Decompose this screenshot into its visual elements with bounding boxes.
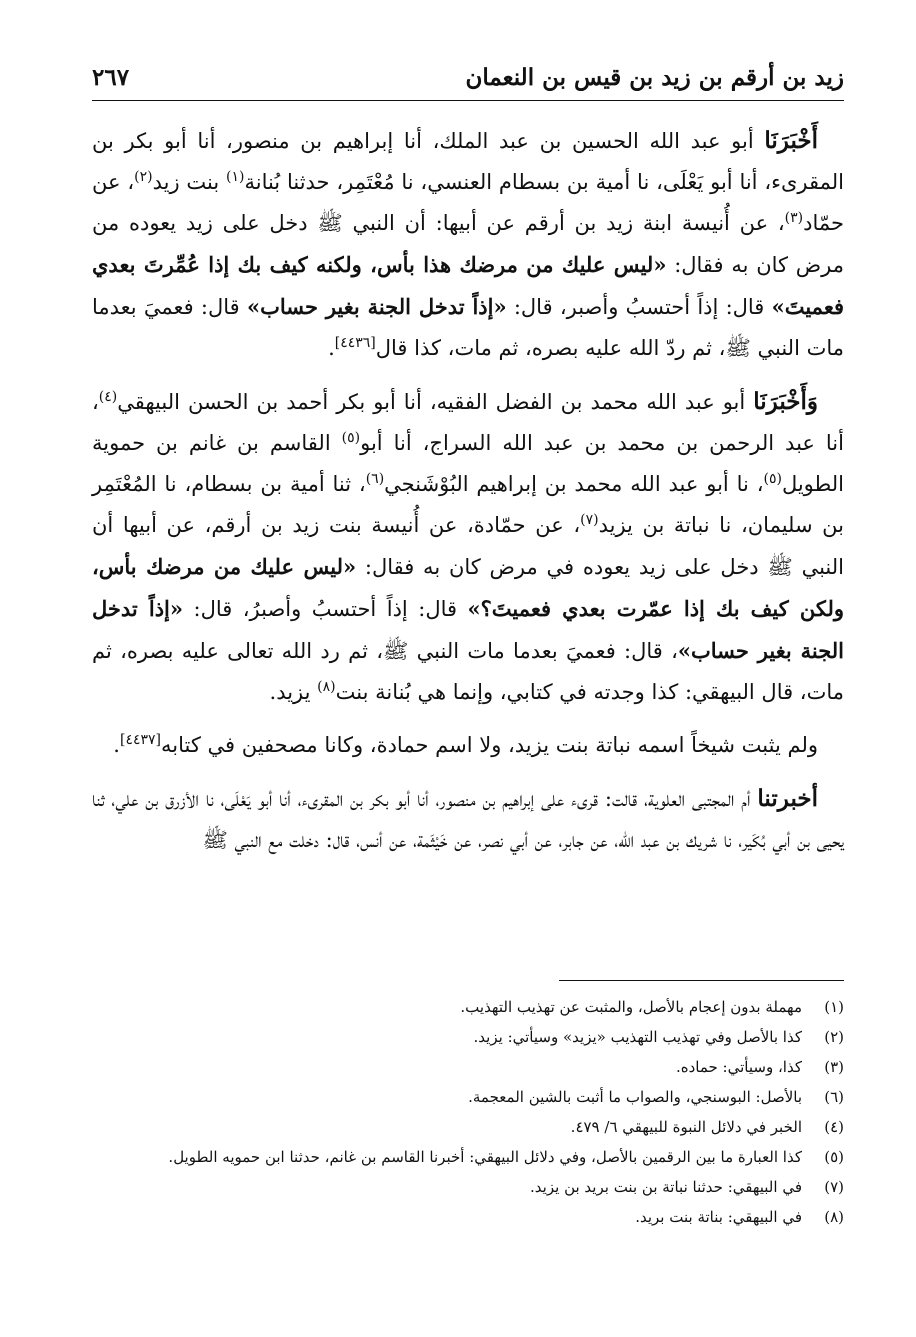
- footnote: [92, 1172, 844, 1202]
- footnote-ref: (٤): [98, 389, 118, 405]
- text-segment: يزيد.: [269, 680, 318, 704]
- footnote-text: مهملة بدون إعجام بالأصل، والمثبت عن تهذيب التهذيب.: [460, 998, 802, 1016]
- footnote-ref: (٦): [365, 471, 385, 487]
- hadith-quote: «إذاً تدخل الجنة بغير حساب»: [92, 596, 844, 663]
- hadith-quote: «ليس عليك من مرضك هذا بأس، ولكنه كيف بك إذا عُمِّرتَ بعدي فعميتَ»: [92, 252, 844, 319]
- paragraph-2: [92, 381, 844, 713]
- footnote: [92, 1082, 844, 1112]
- footnotes: [92, 992, 844, 1232]
- text-segment: بنت زيد: [152, 170, 226, 194]
- running-header: [92, 58, 844, 101]
- text-segment: ، عن أُنيسة ابنة زيد بن أرقم عن أبيها: أن النبي ﷺ دخل على زيد يعوده من مرض كان به فقال:: [92, 211, 845, 277]
- text-segment: .: [113, 733, 120, 757]
- footnote-text: كذا بالأصل وفي تهذيب التهذيب «يزيد» وسيأتي: يزيد.: [473, 1028, 802, 1046]
- footnote-number: (٢): [824, 1028, 844, 1046]
- footnote-number: (٤): [824, 1118, 844, 1136]
- paragraph-lead: وَأَخْبَرَنَا: [753, 388, 818, 415]
- footnote-ref: (٧): [580, 512, 599, 528]
- text-segment: ، عن حمّاد: [92, 170, 844, 235]
- text-segment: ولم يثبت شيخاً اسمه نباتة بنت يزيد، ولا اسم حمادة، وكانا مصحفين في كتابه: [160, 733, 818, 757]
- footnote-text: كذا العبارة ما بين الرقمين بالأصل، وفي دلائل البيهقي: أخبرنا القاسم بن غانم، حدثنا ابن حمويه الطويل.: [168, 1148, 802, 1166]
- footnote: [92, 1022, 844, 1052]
- hadith-number: [٤٤٣٦]: [334, 335, 376, 351]
- text-segment: ، ثنا أمية بن بسطام، نا المُعْتَمِر بن سليمان، نا نباتة بن يزيد: [92, 472, 844, 537]
- footnote-ref: (٥): [341, 430, 361, 446]
- hadith-number: [٤٤٣٧]: [119, 732, 161, 748]
- text-segment: أم المجتبى العلوية، قالت: قرىء على إبراهيم بن منصور، أنا أبو بكر بن المقرىء، أنا أبو يَعْلَى، نا الأزرق بن علي، ثنا يحيى بن أبي بُكَير، نا شريك بن عبد الله، عن جابر، عن أبي نصر، عن خَيْثَمة، عن أنس، قال: دخلت مع النبي ﷺ: [92, 787, 844, 852]
- footnote-number: (٥): [824, 1148, 844, 1166]
- paragraph-4: [92, 778, 844, 861]
- text-segment: أبو عبد الله الحسين بن عبد الملك، أنا إبراهيم بن منصور، أنا أبو بكر بن المقرىء، أنا أبو يَعْلَى، نا أمية بن بسطام العنسي، نا مُعْتَمِر، حدثنا بُنانة: [92, 129, 844, 194]
- footnote: [92, 1052, 844, 1082]
- text-segment: قال: إذاً أحتسبُ وأصبر، قال:: [506, 295, 772, 319]
- text-segment: .: [328, 336, 335, 360]
- footnote-number: (٦): [824, 1088, 844, 1106]
- text-segment: قال: فعميَ بعدما مات النبي ﷺ، ثم ردّ الله عليه بصره، ثم مات، كذا قال: [92, 295, 844, 360]
- text-segment: ، عن حمّادة، عن أُنيسة بنت زيد بن أرقم، عن أبيها أن النبي ﷺ دخل على زيد يعوده في مرض كان به فقال:: [92, 513, 844, 579]
- text-segment: ، نا أبو عبد الله محمد بن إبراهيم البُوْشَنجي: [384, 472, 764, 496]
- footnote-ref: (٥): [763, 471, 782, 487]
- text-segment: قال: إذاً أحتسبُ وأصبرُ، قال:: [183, 597, 468, 621]
- footnote: [92, 1142, 844, 1172]
- footnote: [92, 1112, 844, 1142]
- hadith-quote: «إذاً تدخل الجنة بغير حساب»: [246, 294, 507, 319]
- text-segment: ، قال: فعميَ بعدما مات النبي ﷺ، ثم رد الله تعالى عليه بصره، ثم مات، قال البيهقي: كذا وجدته في كتابي، وإنما هي بُنانة بنت: [92, 639, 844, 704]
- paragraph-1: [92, 120, 844, 369]
- text-segment: أبو عبد الله محمد بن الفضل الفقيه، أنا أبو بكر أحمد بن الحسن البيهقي: [117, 390, 754, 414]
- footnote-text: كذا، وسيأتي: حماده.: [675, 1058, 802, 1076]
- footnote-ref: (٢): [134, 169, 153, 185]
- paragraph-3: [92, 725, 844, 766]
- page-number: ٢٦٧: [92, 64, 130, 91]
- footnote-number: (٨): [824, 1208, 844, 1226]
- header-title: زيد بن أرقم بن زيد بن قيس بن النعمان: [465, 64, 844, 91]
- footnote-number: (١): [824, 998, 844, 1016]
- footnote: [92, 1202, 844, 1232]
- text-segment: ، أنا عبد الرحمن بن محمد بن عبد الله السراج، أنا أبو: [92, 390, 844, 455]
- footnote-ref: (٨): [317, 679, 336, 695]
- footnote-text: في البيهقي: حدثنا نباتة بن بنت بريد بن يزيد.: [530, 1178, 802, 1196]
- footnote-ref: (٣): [784, 210, 804, 226]
- paragraph-lead: أخبرتنا: [757, 785, 818, 812]
- main-text: [92, 120, 844, 873]
- footnote-text: الخبر في دلائل النبوة للبيهقي ٦/ ٤٧٩.: [570, 1118, 802, 1136]
- footnote-text: في البيهقي: بناتة بنت بريد.: [635, 1208, 802, 1226]
- footnote-number: (٣): [824, 1058, 844, 1076]
- footnote: [92, 992, 844, 1022]
- footnote-text: بالأصل: البوسنجي، والصواب ما أثبت بالشين المعجمة.: [468, 1088, 802, 1106]
- footnote-number: (٧): [824, 1178, 844, 1196]
- footnote-divider: [559, 980, 844, 981]
- footnote-ref: (١): [226, 169, 245, 185]
- text-segment: القاسم بن غانم بن حموية الطويل: [92, 431, 844, 496]
- hadith-quote: «ليس عليك من مرضك بأس، ولكن كيف بك إذا عمّرت بعدي فعميتَ؟»: [92, 554, 844, 621]
- paragraph-lead: أَخْبَرَنَا: [764, 127, 818, 154]
